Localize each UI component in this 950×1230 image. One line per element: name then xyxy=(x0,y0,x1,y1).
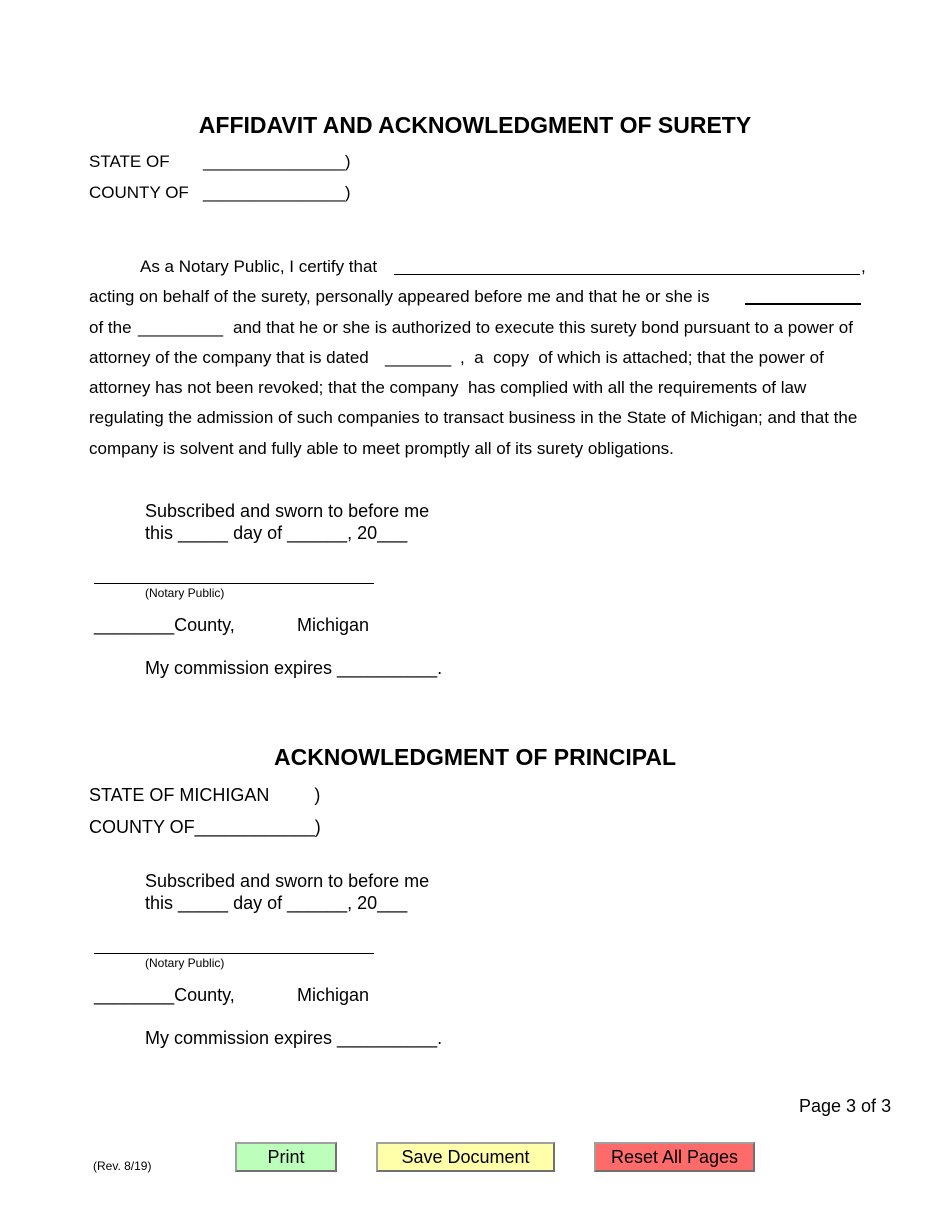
surety-notary-signature-line[interactable] xyxy=(94,583,374,584)
principal-notary-county-field[interactable]: ________County, xyxy=(94,985,235,1005)
surety-state-field[interactable]: _______________) xyxy=(203,152,351,171)
paragraph-line-6: regulating the admission of such companies to transact business in the State of Michigan; and that the xyxy=(89,408,858,427)
principal-notary-label: (Notary Public) xyxy=(145,956,225,970)
paragraph-line-4a: attorney of the company that is dated xyxy=(89,348,369,367)
surety-notary-county-field[interactable]: ________County, xyxy=(94,615,235,635)
principal-notary-state: Michigan xyxy=(297,985,370,1005)
principal-notary-signature-line[interactable] xyxy=(94,953,374,954)
poa-date-field[interactable]: _______ xyxy=(385,348,452,367)
reset-all-pages-button[interactable]: Reset All Pages xyxy=(594,1142,755,1172)
company-name-field[interactable]: _________ xyxy=(138,318,224,337)
principal-title: ACKNOWLEDGMENT OF PRINCIPAL xyxy=(273,744,677,770)
print-button[interactable]: Print xyxy=(235,1142,337,1172)
certify-intro: As a Notary Public, I certify that xyxy=(140,257,378,276)
surety-notary-state: Michigan xyxy=(297,615,370,635)
paragraph-line-4b: , a copy of which is attached; that the power of xyxy=(460,348,824,367)
surety-agent-name-field[interactable] xyxy=(394,274,860,275)
paragraph-line-3a: of the xyxy=(89,318,132,337)
principal-commission-expires[interactable]: My commission expires __________. xyxy=(145,1028,443,1048)
certify-comma: , xyxy=(861,257,866,276)
surety-sworn-line-1: Subscribed and sworn to before me xyxy=(145,501,430,521)
page-indicator: Page 3 of 3 xyxy=(799,1096,892,1116)
surety-state-label: STATE OF xyxy=(89,152,170,171)
paragraph-line-3b: and that he or she is authorized to execute this surety bond pursuant to a power of xyxy=(233,318,853,337)
surety-commission-expires[interactable]: My commission expires __________. xyxy=(145,658,443,678)
surety-notary-label: (Notary Public) xyxy=(145,586,225,600)
principal-sworn-date-line[interactable]: this _____ day of ______, 20___ xyxy=(145,893,408,913)
surety-sworn-date-line[interactable]: this _____ day of ______, 20___ xyxy=(145,523,408,543)
save-document-button[interactable]: Save Document xyxy=(376,1142,555,1172)
surety-county-label: COUNTY OF xyxy=(89,183,189,202)
paragraph-line-7: company is solvent and fully able to meet promptly all of its surety obligations. xyxy=(89,439,674,458)
paragraph-line-2: acting on behalf of the surety, personally appeared before me and that he or she is xyxy=(89,287,710,306)
surety-county-field[interactable]: _______________) xyxy=(203,183,351,202)
principal-county-field[interactable]: COUNTY OF____________) xyxy=(89,817,321,837)
surety-title-field[interactable] xyxy=(745,303,861,305)
principal-state-line: STATE OF MICHIGAN ) xyxy=(89,785,321,805)
revision-label: (Rev. 8/19) xyxy=(93,1159,152,1173)
surety-title: AFFIDAVIT AND ACKNOWLEDGMENT OF SURETY xyxy=(198,112,752,138)
paragraph-line-5: attorney has not been revoked; that the company has complied with all the requirements of law xyxy=(89,378,807,397)
principal-sworn-line-1: Subscribed and sworn to before me xyxy=(145,871,430,891)
